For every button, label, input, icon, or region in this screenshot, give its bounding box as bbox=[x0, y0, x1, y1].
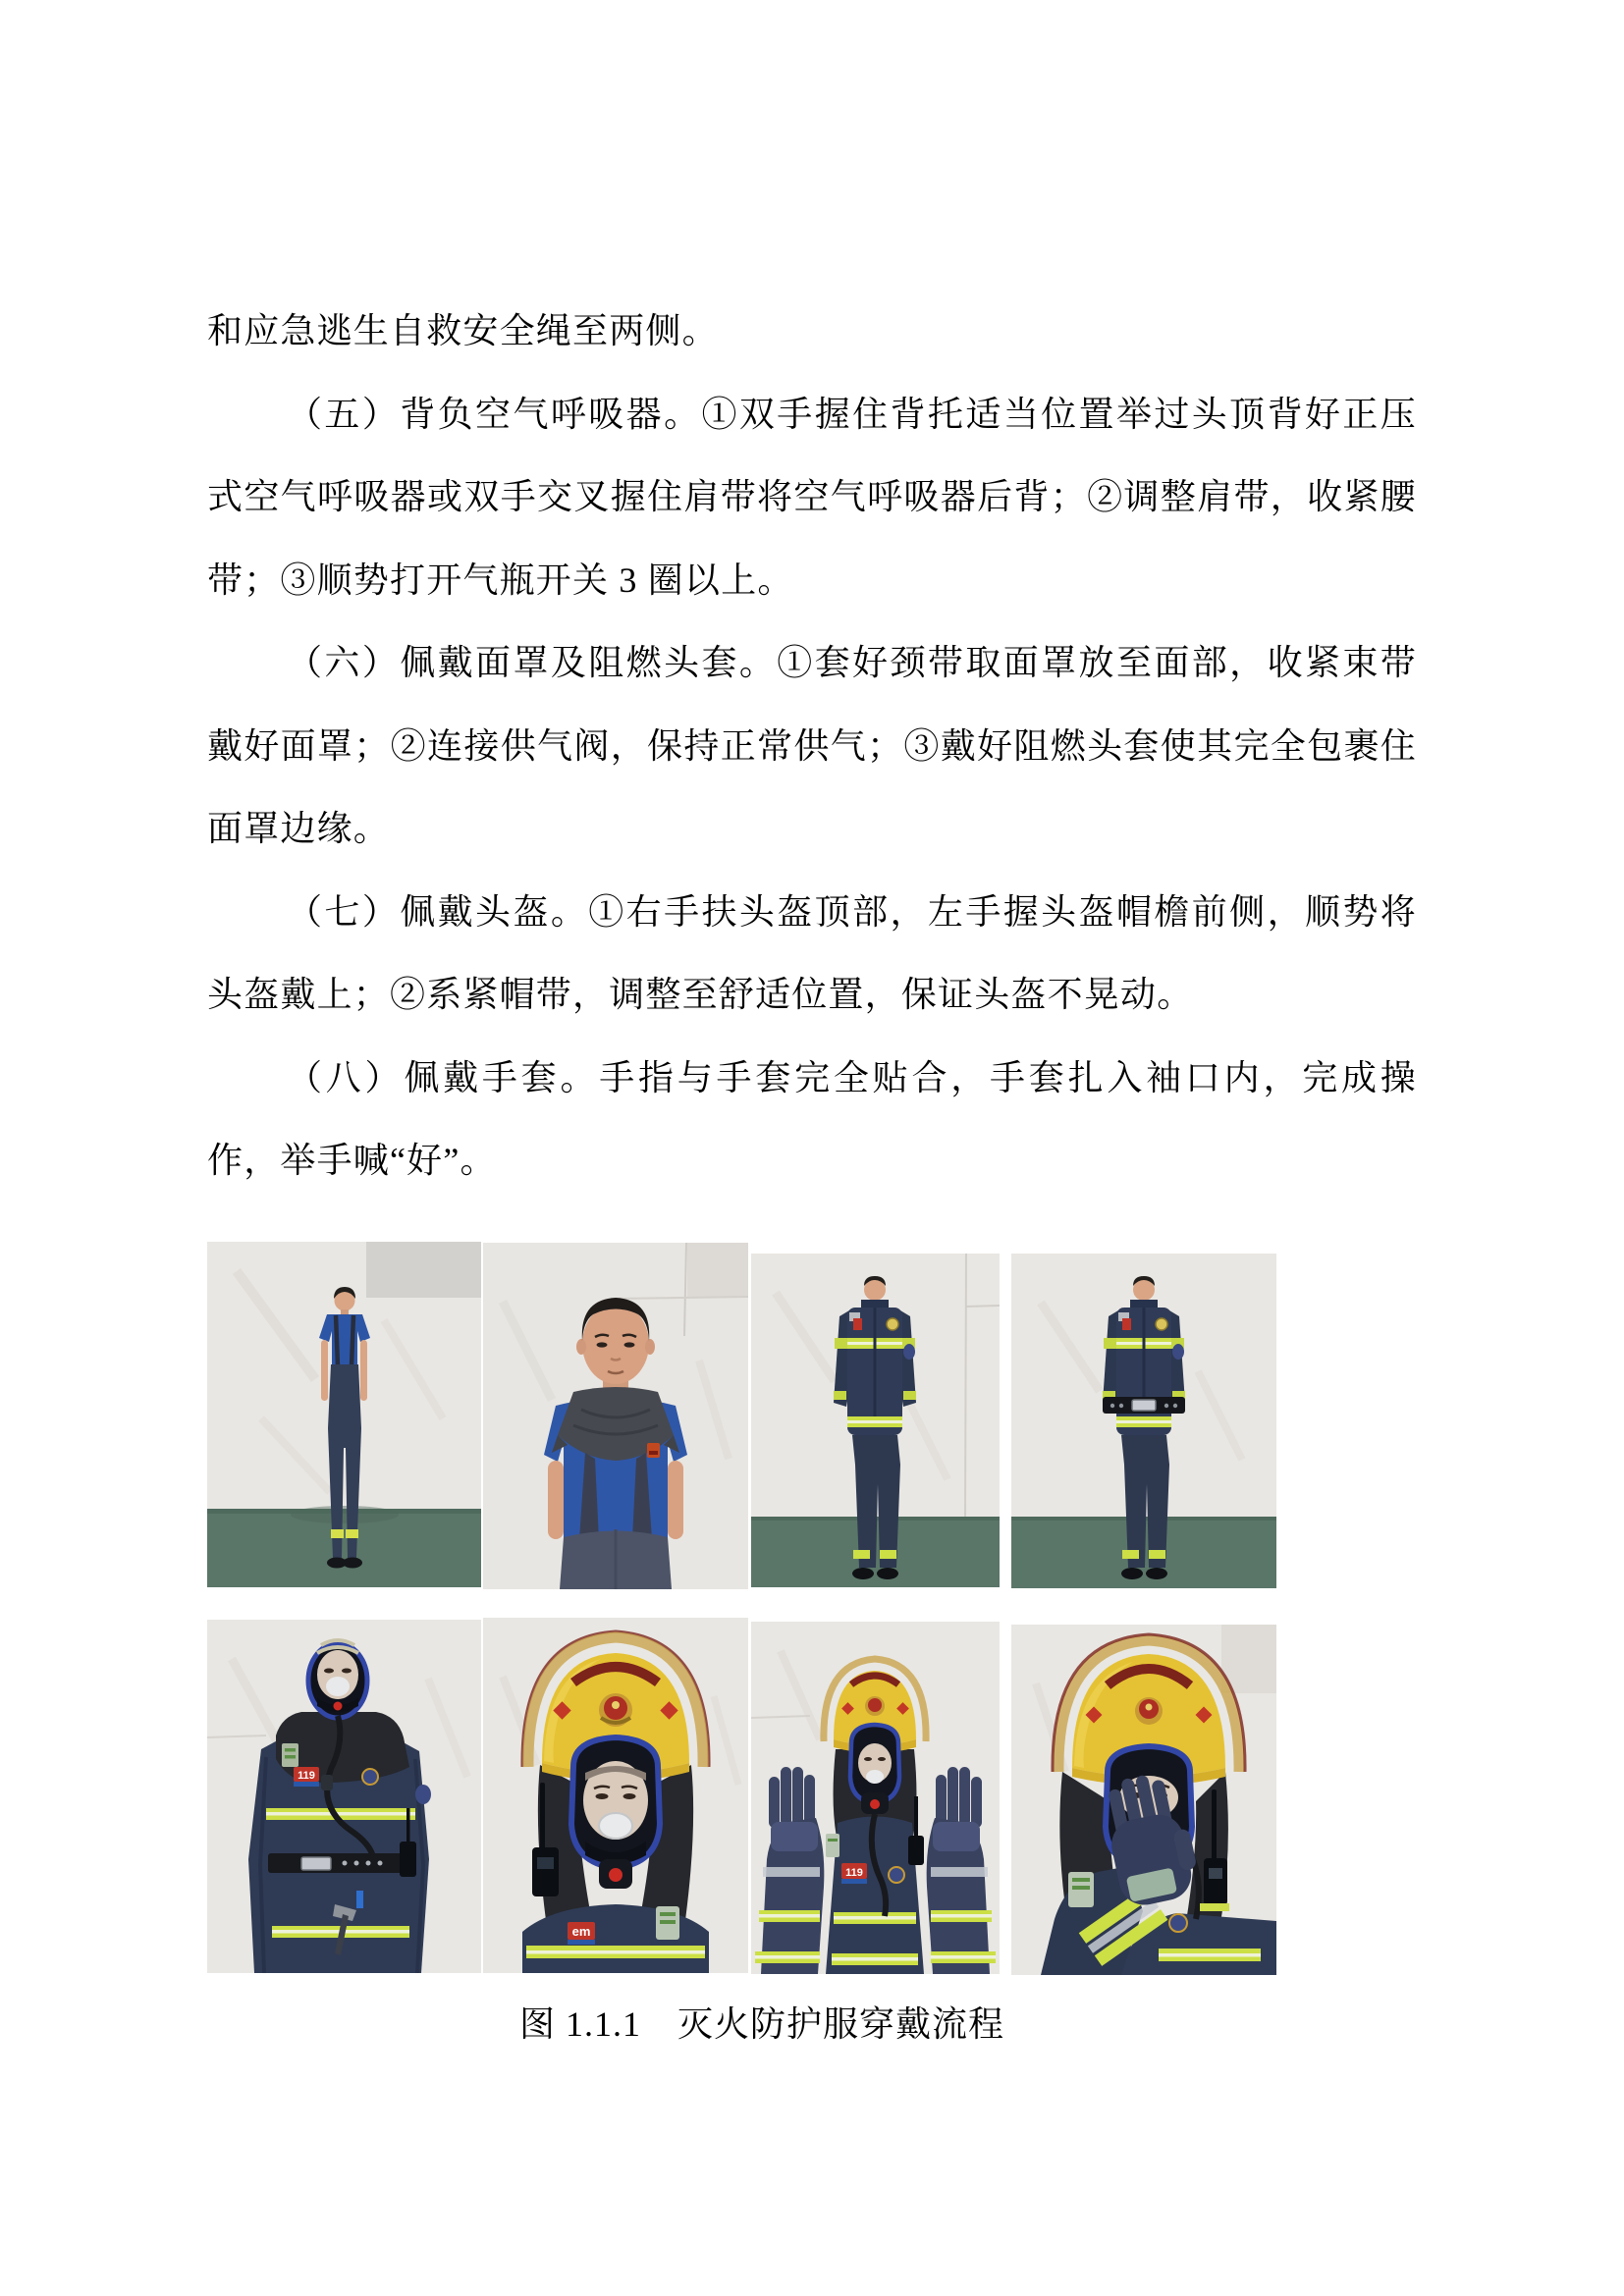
reflective-band bbox=[853, 1550, 870, 1559]
radio-antenna bbox=[1212, 1789, 1217, 1862]
svg-text:119: 119 bbox=[298, 1770, 315, 1782]
paragraph-continuation: 和应急逃生自救安全绳至两侧。 bbox=[207, 311, 719, 350]
round-badge bbox=[362, 1769, 378, 1785]
green-device bbox=[826, 1834, 839, 1857]
photo-hood-on-shoulders bbox=[483, 1243, 748, 1589]
paragraph-eight: （八）佩戴手套。手指与手套完全贴合，手套扎入袖口内，完成操作，举手喊“好”。 bbox=[207, 1057, 1417, 1180]
waist-belt bbox=[268, 1853, 411, 1873]
reflective-band bbox=[880, 1550, 896, 1559]
reflective-band bbox=[331, 1529, 344, 1538]
round-badge bbox=[889, 1867, 904, 1883]
figure-photo-grid bbox=[207, 1242, 1276, 1975]
photo-6-illustration bbox=[483, 1618, 748, 1973]
belt-buckle bbox=[1132, 1400, 1156, 1411]
paragraph-six: （六）佩戴面罩及阻燃头套。①套好颈带取面罩放至面部，收紧束带戴好面罩；②连接供气阀，保持正常供气；③戴好阻燃头套使其完全包裹住面罩边缘。 bbox=[207, 643, 1417, 848]
photo-scba-mask bbox=[207, 1620, 481, 1973]
paragraph-seven: （七）佩戴头盔。①右手扶头盔顶部，左手握头盔帽檐前侧，顺势将头盔戴上；②系紧帽带，调整至舒适位置，保证头盔不晃动。 bbox=[207, 891, 1417, 1014]
photo-3-illustration bbox=[751, 1254, 1000, 1587]
photo-7-illustration bbox=[751, 1622, 1000, 1974]
arm-patch bbox=[903, 1344, 915, 1360]
round-badge bbox=[887, 1318, 898, 1330]
reflective-band bbox=[346, 1529, 358, 1538]
nose-cup bbox=[599, 1813, 632, 1839]
photo-8-illustration bbox=[1011, 1625, 1276, 1975]
photo-undergarment-full-body bbox=[207, 1242, 481, 1587]
radio bbox=[532, 1847, 559, 1896]
photo-hand-raised-closeup bbox=[1011, 1625, 1276, 1975]
body-text bbox=[207, 290, 1417, 1202]
radio bbox=[1204, 1858, 1227, 1905]
photo-bunker-coat-belt-full-body bbox=[1011, 1254, 1276, 1588]
nose-cup bbox=[326, 1677, 350, 1696]
svg-text:119: 119 bbox=[845, 1867, 863, 1879]
blue-tool bbox=[356, 1891, 363, 1908]
radio-antenna bbox=[406, 1808, 410, 1843]
photo-gloves-hands-raised bbox=[751, 1622, 1000, 1974]
paragraph-five: （五）背负空气呼吸器。①双手握住背托适当位置举过头顶背好正压式空气呼吸器或双手交叉握住肩带将空气呼吸器后背；②调整肩带，收紧腰带；③顺势打开气瓶开关 3 圈以上。 bbox=[207, 394, 1417, 600]
svg-text:em: em bbox=[571, 1924, 591, 1939]
round-badge bbox=[1169, 1914, 1187, 1932]
photo-2-illustration bbox=[483, 1243, 748, 1589]
photo-5-illustration bbox=[207, 1620, 481, 1973]
photo-bunker-coat-full-body bbox=[751, 1254, 1000, 1587]
arm-patch bbox=[415, 1785, 431, 1804]
red-patch bbox=[853, 1318, 862, 1330]
photo-4-illustration bbox=[1011, 1254, 1276, 1588]
shirt-logo bbox=[647, 1443, 660, 1458]
photo-helmet-mask-closeup bbox=[483, 1618, 748, 1973]
radio-antenna bbox=[914, 1796, 918, 1840]
figure-caption: 图 1.1.1 灭火防护服穿戴流程 bbox=[518, 2004, 1004, 2044]
radio bbox=[400, 1842, 416, 1877]
radio bbox=[908, 1836, 924, 1865]
radio-antenna bbox=[540, 1783, 545, 1849]
photo-1-illustration bbox=[207, 1242, 481, 1587]
